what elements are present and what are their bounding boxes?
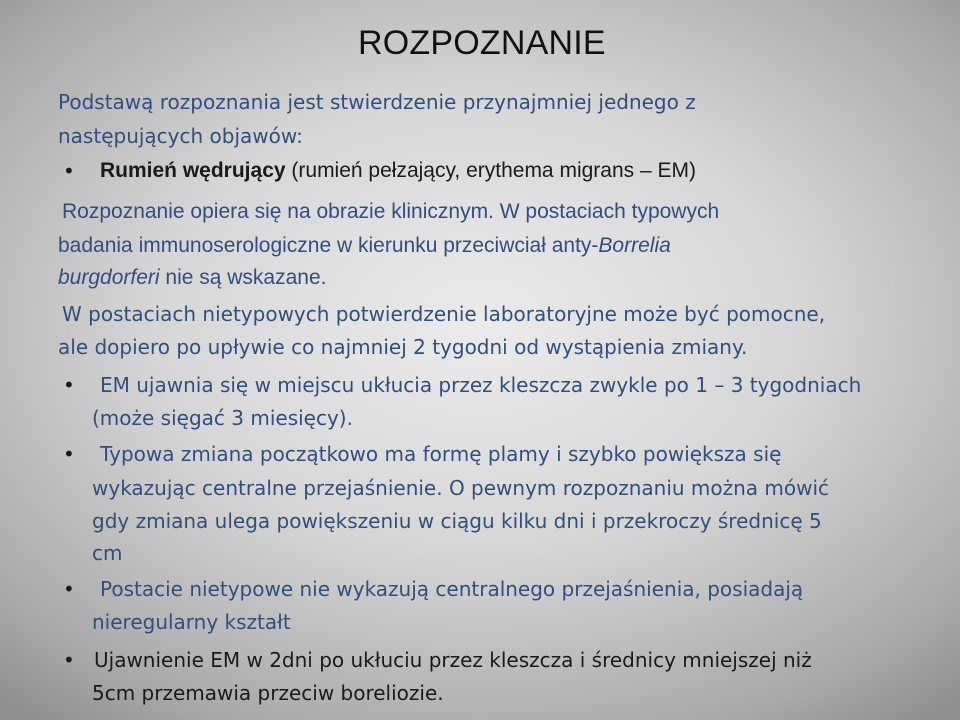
diag-line-3-text: nie są wskazane. <box>159 266 327 289</box>
diag-line-2-text: badania immunoserologiczne w kierunku przeciwciał anty- <box>58 234 599 257</box>
b1-line-1: EM ujawnia się w miejscu ukłucia przez kleszcza zwykle po 1 – 3 tygodniach <box>100 373 862 397</box>
b4-line-2: 5cm przemawia przeciw boreliozie. <box>92 681 444 705</box>
em-heading <box>100 154 696 188</box>
b2-line-2-a: wykazując centralne przejaśnienie. <box>92 476 449 500</box>
bullet-em: • <box>63 159 75 183</box>
bullet-1: • <box>63 373 75 397</box>
atyp-line-1: W postaciach nietypowych potwierdzenie laboratoryjne może być pomocne, <box>62 302 826 326</box>
b3-line-2: nieregularny kształt <box>92 610 291 634</box>
b2-line-1: Typowa zmiana początkowo ma formę plamy i szybko powiększa się <box>100 442 782 466</box>
b2-line-2-b: O pewnym rozpoznaniu można mówić <box>448 476 830 500</box>
em-bold-label: Rumień wędrujący <box>100 159 286 182</box>
diag-line-2-italic: Borrelia <box>598 234 671 257</box>
atyp-line-2: ale dopiero po upływie co najmniej 2 tygodni od wystąpienia zmiany. <box>58 335 748 359</box>
b2-line-3: gdy zmiana ulega powiększeniu w ciągu kilku dni i przekroczy średnicę 5 <box>92 509 822 533</box>
diag-line-1: Rozpoznanie opiera się na obrazie klinicznym. W postaciach typowych <box>62 200 720 223</box>
b2-line-4: cm <box>92 541 123 565</box>
bullet-2: • <box>63 442 75 466</box>
b2-line-2 <box>92 471 829 505</box>
intro-line-2: następujących objawów: <box>58 124 303 148</box>
b4-line-1: Ujawnienie EM w 2dni po ukłuciu przez kleszcza i średnicy mniejszej niż <box>94 648 812 672</box>
bullet-4: • <box>63 648 75 672</box>
diag-line-3-italic: burgdorferi <box>58 266 160 289</box>
slide-title: ROZPOZNANIE <box>358 24 606 62</box>
b1-line-2: (może sięgać 3 miesięcy). <box>92 406 353 430</box>
bullet-3: • <box>63 577 75 601</box>
diag-line-2 <box>58 229 671 263</box>
b3-line-1: Postacie nietypowe nie wykazują centralnego przejaśnienia, posiadają <box>100 577 804 601</box>
diag-line-3 <box>58 261 327 295</box>
intro-line-1: Podstawą rozpoznania jest stwierdzenie przynajmniej jednego z <box>58 90 696 114</box>
em-rest-label: (rumień pełzający, erythema migrans – EM) <box>285 159 696 182</box>
